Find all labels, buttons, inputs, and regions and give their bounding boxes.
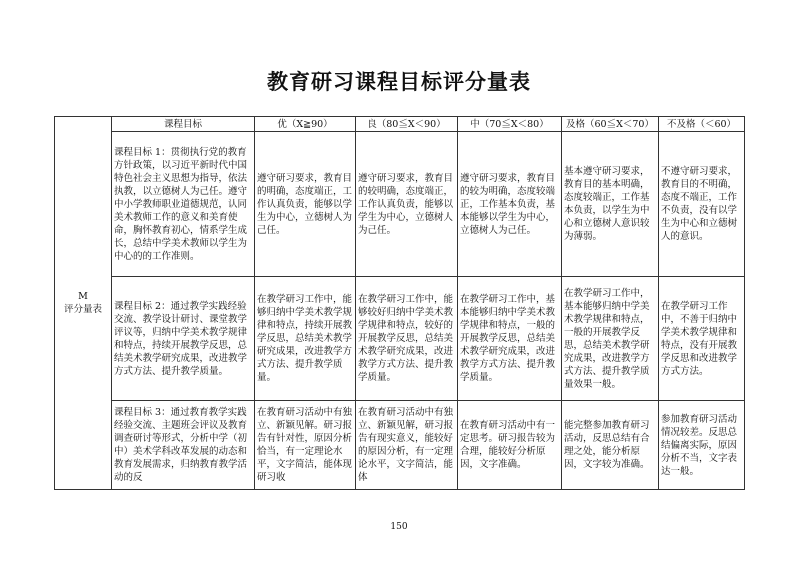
fail-cell: 不遵守研习要求，教育目的不明确，态度不端正，工作不负责，没有以学生为中心和立德树人的意识。 — [659, 132, 745, 277]
good-cell: 遵守研习要求，教育目的较明确，态度端正，工作认真负责，能够以学生为中心，立德树人为己任。 — [356, 132, 458, 277]
header-fail: 不及格（＜60） — [659, 117, 745, 132]
header-row — [55, 117, 745, 132]
pass-cell: 基本遵守研习要求，教育目的基本明确，态度较端正，工作基本负责，以学生为中心和立德树人意识较为薄弱。 — [562, 132, 659, 277]
good-cell: 在教育研习活动中有独立、新颖见解，研习报告有现实意义，能较好的原因分析，有一定理论水平，文字简洁，能体 — [356, 401, 458, 490]
header-pass: 及格（60≦X＜70） — [562, 117, 659, 132]
good-cell: 在教学研习工作中，能够较好归纳中学美术教学规律和特点，较好的开展教学反思，总结美术教学研究成果，改进教学方式方法、提升教学质量。 — [356, 277, 458, 401]
fail-cell: 在教学研习工作中，不善于归纳中学美术教学规律和特点，没有开展教学反思和改进教学方式方法。 — [659, 277, 745, 401]
excellent-cell: 遵守研习要求，教育目的明确，态度端正，工作认真负责，能够以学生为中心，立德树人为己任。 — [255, 132, 356, 277]
header-excellent: 优（X≧90） — [255, 117, 356, 132]
header-medium: 中（70≦X＜80） — [458, 117, 562, 132]
side-label — [55, 117, 112, 490]
goal-cell: 课程目标 2：通过教学实践经验交流、教学设计研讨、课堂教学评议等，归纳中学美术教学规律和特点，持续开展教学反思，总结美术教学研究成果，改进教学方式方法、提升教学质量。 — [112, 277, 255, 401]
table-row — [55, 277, 745, 401]
side-label-code: M — [78, 291, 88, 302]
fail-cell: 参加教育研习活动情况较差。反思总结偏离实际，原因分析不当，文字表达一般。 — [659, 401, 745, 490]
page-number: 150 — [390, 522, 408, 532]
side-label-text: 评分量表 — [63, 304, 102, 315]
table-row — [55, 401, 745, 490]
pass-cell: 在教学研习工作中，基本能够归纳中学美术教学规律和特点，一般的开展教学反思，总结美术教学研究成果，改进教学方式方法、提升教学质量效果一般。 — [562, 277, 659, 401]
excellent-cell: 在教学研习工作中，能够归纳中学美术教学规律和特点，持续开展教学反思，总结美术教学研究成果，改进教学方式方法、提升教学质量。 — [255, 277, 356, 401]
header-goal: 课程目标 — [112, 117, 255, 132]
pass-cell: 能完整参加教育研习活动，反思总结有合理之处，能分析原因，文字较为准确。 — [562, 401, 659, 490]
medium-cell: 在教育研习活动中有一定思考。研习报告较为合理，能较好分析原因，文字准确。 — [458, 401, 562, 490]
rubric-table — [54, 116, 745, 490]
medium-cell: 在教学研习工作中，基本能够归纳中学美术教学规律和特点，一般的开展教学反思，总结美术教学研究成果，改进教学方式方法、提升教学质量。 — [458, 277, 562, 401]
goal-cell: 课程目标 3：通过教育教学实践经验交流、主题班会评议及教育调查研讨等形式，分析中学（初中）美术学科改革发展的动态和教育发展需求，归纳教育教学活动的反 — [112, 401, 255, 490]
page-title: 教育研习课程目标评分量表 — [267, 70, 531, 94]
header-good: 良（80≦X＜90） — [356, 117, 458, 132]
excellent-cell: 在教育研习活动中有独立、新颖见解。研习报告有针对性，原因分析恰当，有一定理论水平，文字简洁，能体现研习收 — [255, 401, 356, 490]
medium-cell: 遵守研习要求，教育目的较为明确，态度较端正，工作基本负责，基本能够以学生为中心，立德树人为己任。 — [458, 132, 562, 277]
goal-cell: 课程目标 1：贯彻执行党的教育方针政策，以习近平新时代中国特色社会主义思想为指导，依法执教，以立德树人为己任。遵守中小学教师职业道德规范，认同美术教师工作的意义和美育使命，胸怀教育初心，情系学生成长，总结中学美术教师以学生为中心的的工作准则。 — [112, 132, 255, 277]
table-row — [55, 132, 745, 277]
